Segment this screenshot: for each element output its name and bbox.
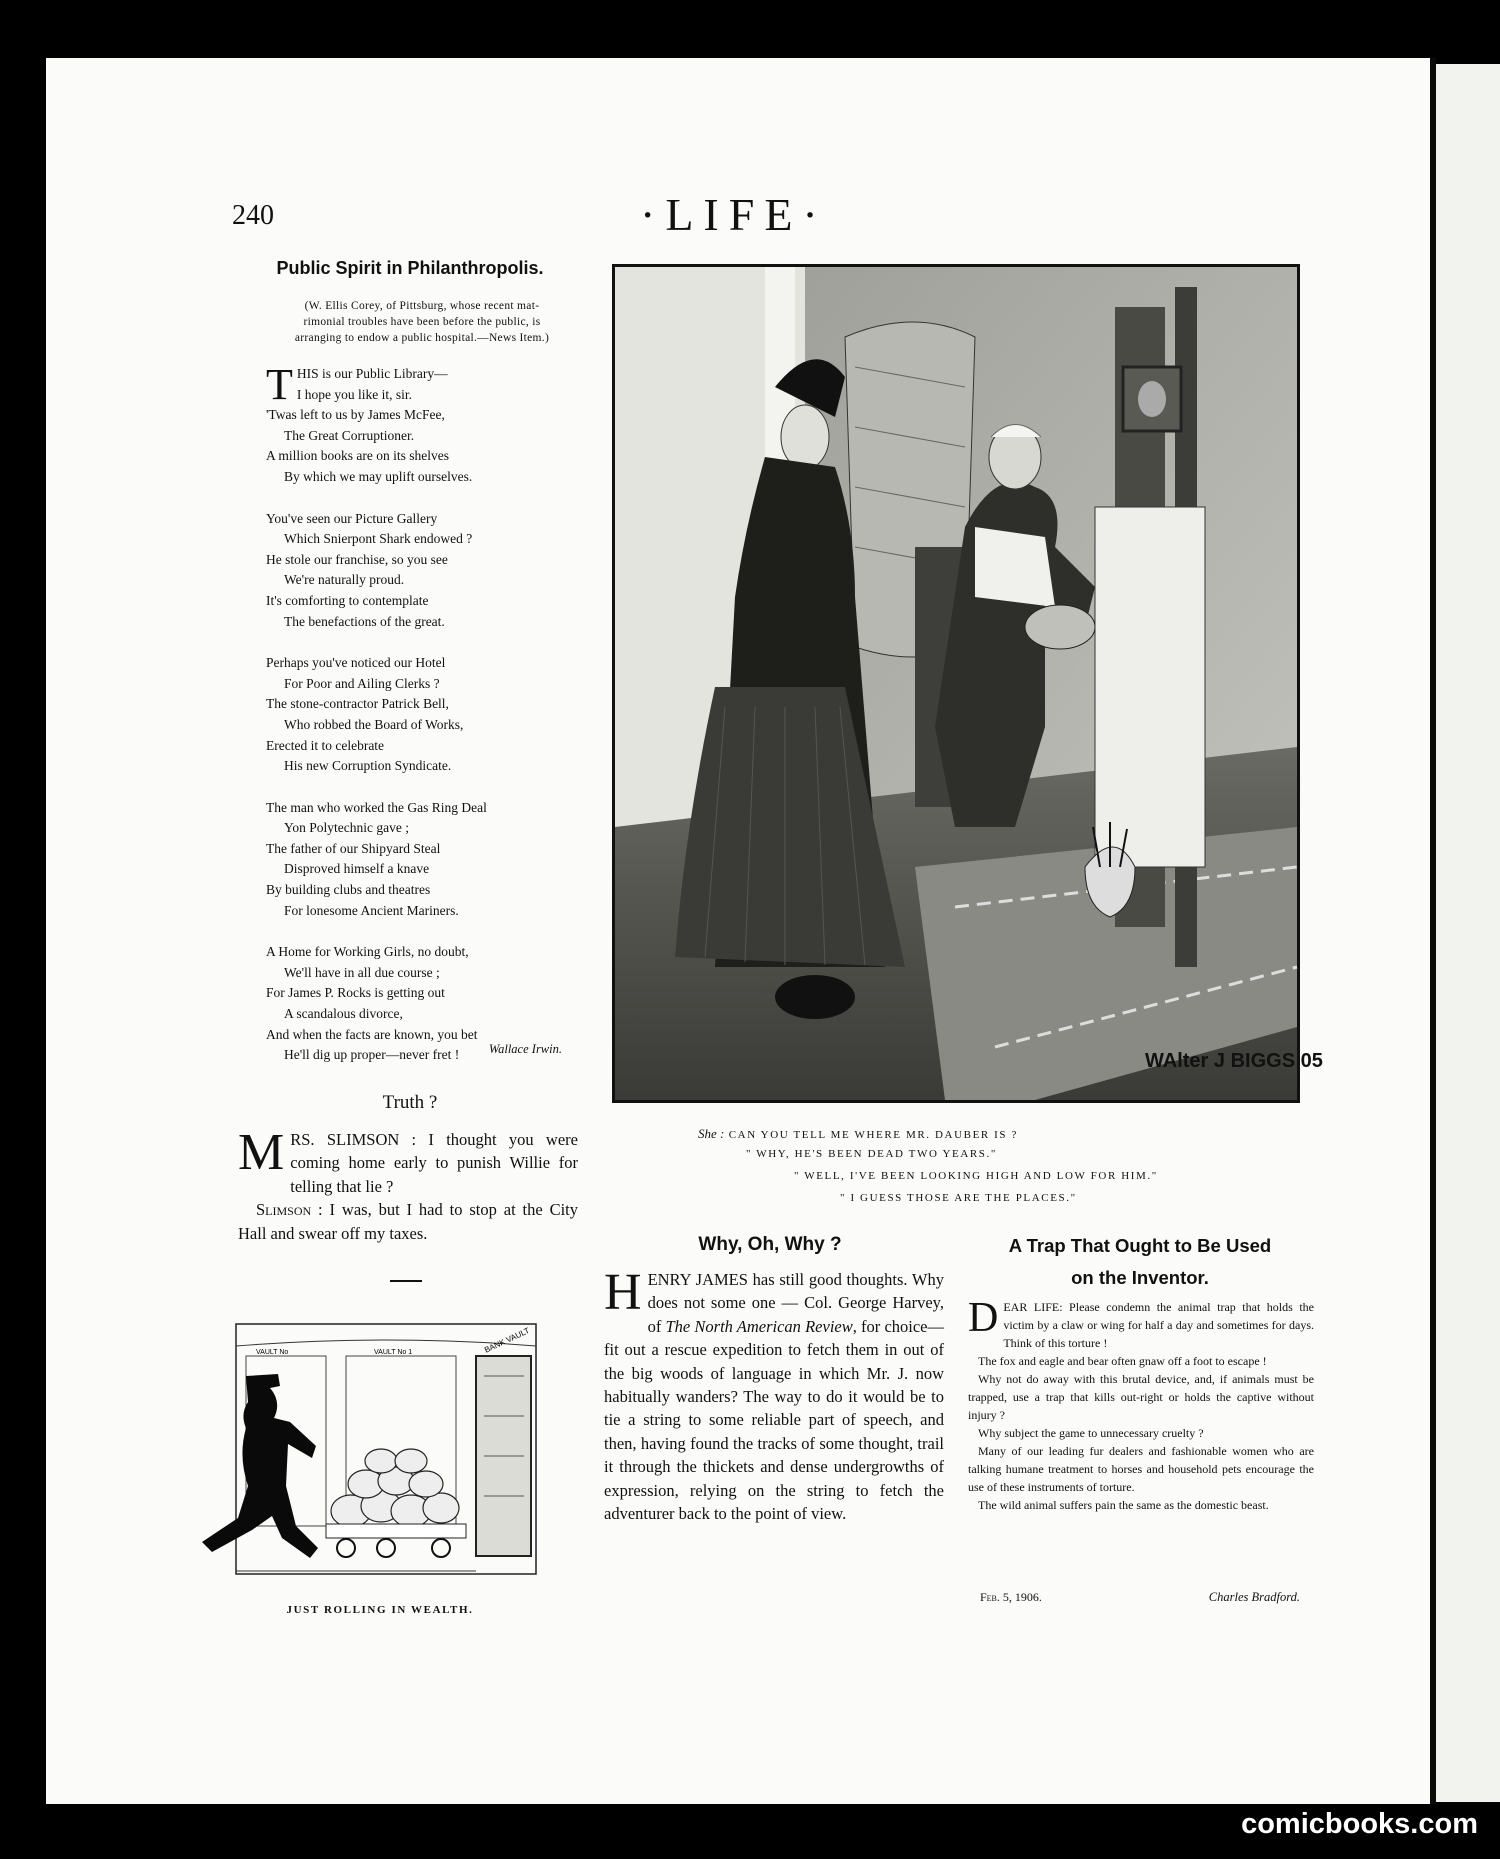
poem-line: For lonesome Ancient Mariners.	[284, 902, 459, 918]
poem-line: He'll dig up proper—never fret !	[284, 1047, 460, 1063]
why-title: Why, Oh, Why ?	[698, 1234, 842, 1255]
truth-paragraph-2	[238, 1198, 578, 1245]
drop-cap: D	[968, 1295, 999, 1341]
cartoon-drawing	[186, 1316, 556, 1586]
poem-line: Perhaps you've noticed our Hotel	[266, 655, 446, 671]
poem-line: 'Twas left to us by James McFee,	[266, 407, 445, 423]
illustration-caption-line	[698, 1126, 1018, 1142]
poem-line: He stole our franchise, so you see	[266, 551, 448, 567]
poem-line: HIS is our Public Library—	[296, 366, 448, 381]
poem-stanza	[266, 360, 586, 488]
caption-speaker: She :	[698, 1126, 725, 1141]
why-text: , for choice—fit out a rescue expedition to fetch them in out of the big woods of language in which Mr. J. now habitually wanders? The way to do it would be to tie a string to some reliable part of speech, and then, having found the tracks of some thought, trail it through the thickets and dense undergrowths of expression, relying on the string to fetch the adventurer back to the point of view.	[604, 1316, 945, 1524]
why-text-italic: The North American Review	[665, 1316, 853, 1336]
trap-title	[960, 1230, 1320, 1294]
poem-line: Which Snierpont Shark endowed ?	[284, 531, 473, 547]
bank-vault-label: BANK VAULT	[483, 1325, 531, 1355]
poem-line: The man who worked the Gas Ring Deal	[266, 799, 487, 815]
poem-line: The father of our Shipyard Steal	[266, 840, 441, 856]
poem-note-line: arranging to endow a public hospital.—News Item.)	[294, 332, 550, 344]
poem-stanza	[266, 509, 586, 633]
poem-line: And when the facts are known, you bet	[266, 1026, 478, 1042]
poem-line: By building clubs and theatres	[266, 882, 431, 898]
poem-line: A scandalous divorce,	[284, 1006, 403, 1022]
poem-line: A Home for Working Girls, no doubt,	[266, 944, 469, 960]
poem-line: Who robbed the Board of Works,	[284, 716, 464, 732]
trap-paragraph: Why subject the game to unnecessary cruelty ?	[978, 1426, 1204, 1440]
facing-page-edge	[1436, 64, 1500, 1802]
trap-paragraph: EAR LIFE: Please condemn the animal trap that holds the victim by a claw or wing for half a day and sometimes for days. Think of this torture !	[1003, 1300, 1314, 1350]
poem-stanza	[266, 653, 586, 777]
drop-cap: H	[604, 1264, 642, 1321]
illustration-drawing	[615, 267, 1323, 1100]
poem-title: Public Spirit in Philanthropolis.	[276, 258, 544, 278]
trap-paragraph: The wild animal suffers pain the same as the domestic beast.	[978, 1498, 1269, 1512]
poem-line: The stone-contractor Patrick Bell,	[266, 696, 449, 712]
truth-paragraph-text: I was, but I had to stop at the City Hall and swear off my taxes.	[238, 1200, 579, 1243]
drop-cap: T	[266, 360, 293, 409]
poem-note-line: (W. Ellis Corey, of Pittsburg, whose recent mat-	[304, 300, 540, 312]
trap-paragraph: Many of our leading fur dealers and fashionable women who are talking humane treatment to horses and household pets encourage the use of these instruments of torture.	[968, 1444, 1314, 1494]
page-number: 240	[232, 200, 274, 231]
trap-body	[968, 1295, 1314, 1514]
artist-signature: WAlter J BIGGS 05	[1145, 1050, 1323, 1072]
poem-body	[266, 360, 586, 1087]
cartoon-caption: JUST ROLLING IN WEALTH.	[286, 1604, 474, 1616]
poem-line: For Poor and Ailing Clerks ?	[284, 675, 440, 691]
truth-paragraph: RS. SLIMSON : I thought you were coming home early to punish Willie for telling that lie ?	[290, 1130, 578, 1196]
poem-line: By which we may uplift ourselves.	[284, 468, 473, 484]
letter-date: Feb. 5, 1906.	[980, 1590, 1042, 1604]
poem-line: His new Corruption Syndicate.	[284, 758, 452, 774]
masthead: ·LIFE·	[640, 189, 828, 240]
why-body	[604, 1264, 945, 1525]
caption-text: CAN YOU TELL ME WHERE MR. DAUBER IS ?	[724, 1129, 1018, 1141]
illustration-caption-line: " I GUESS THOSE ARE THE PLACES."	[840, 1192, 1077, 1204]
poem-line: For James P. Rocks is getting out	[266, 985, 445, 1001]
letter-signature: Charles Bradford.	[1208, 1590, 1300, 1604]
why-text: ENRY JAMES has still good thoughts. Why does not some one — Col. George Harvey, of	[647, 1270, 944, 1336]
poem-line: A million books are on its shelves	[266, 448, 449, 464]
truth-body	[238, 1124, 579, 1245]
poem-line: We're naturally proud.	[284, 572, 405, 588]
poem-signature: Wallace Irwin.	[488, 1042, 562, 1056]
trap-paragraph: The fox and eagle and bear often gnaw off a foot to escape !	[978, 1354, 1267, 1368]
poem-line: We'll have in all due course ;	[284, 964, 440, 980]
trap-title-line: on the Inventor.	[1071, 1267, 1209, 1288]
poem-stanza	[266, 798, 586, 922]
poem-line: The benefactions of the great.	[284, 613, 445, 629]
poem-note	[262, 298, 582, 346]
poem-line: Erected it to celebrate	[266, 737, 385, 753]
illustration-caption-line: " WELL, I'VE BEEN LOOKING HIGH AND LOW FOR HIM."	[794, 1170, 1158, 1182]
truth-title: Truth ?	[382, 1092, 438, 1113]
section-rule	[390, 1280, 422, 1282]
poem-line: Yon Polytechnic gave ;	[284, 820, 409, 836]
cartoon-illustration	[186, 1316, 556, 1586]
poem-line: It's comforting to contemplate	[266, 592, 429, 608]
trap-title-line: A Trap That Ought to Be Used	[1008, 1235, 1272, 1256]
poem-line: The Great Corruptioner.	[284, 427, 415, 443]
poem-line: I hope you like it, sir.	[296, 386, 413, 402]
illustration-caption-line: " WHY, HE'S BEEN DEAD TWO YEARS."	[746, 1148, 997, 1160]
vault-label: VAULT No 1	[374, 1349, 413, 1356]
main-illustration	[612, 264, 1323, 1103]
poem-line: Disproved himself a knave	[284, 861, 430, 877]
drop-cap: M	[238, 1124, 285, 1181]
watermark: comicbooks.com	[1241, 1808, 1478, 1840]
poem-line: You've seen our Picture Gallery	[266, 510, 438, 526]
speaker-label: Slimson :	[256, 1200, 323, 1220]
vault-label: VAULT No	[256, 1349, 289, 1356]
trap-paragraph: Why not do away with this brutal device, and, if animals must be trapped, use a trap that kills out-right or holds the captive without injury ?	[968, 1372, 1314, 1422]
poem-note-line: rimonial troubles have been before the public, is	[303, 316, 541, 328]
